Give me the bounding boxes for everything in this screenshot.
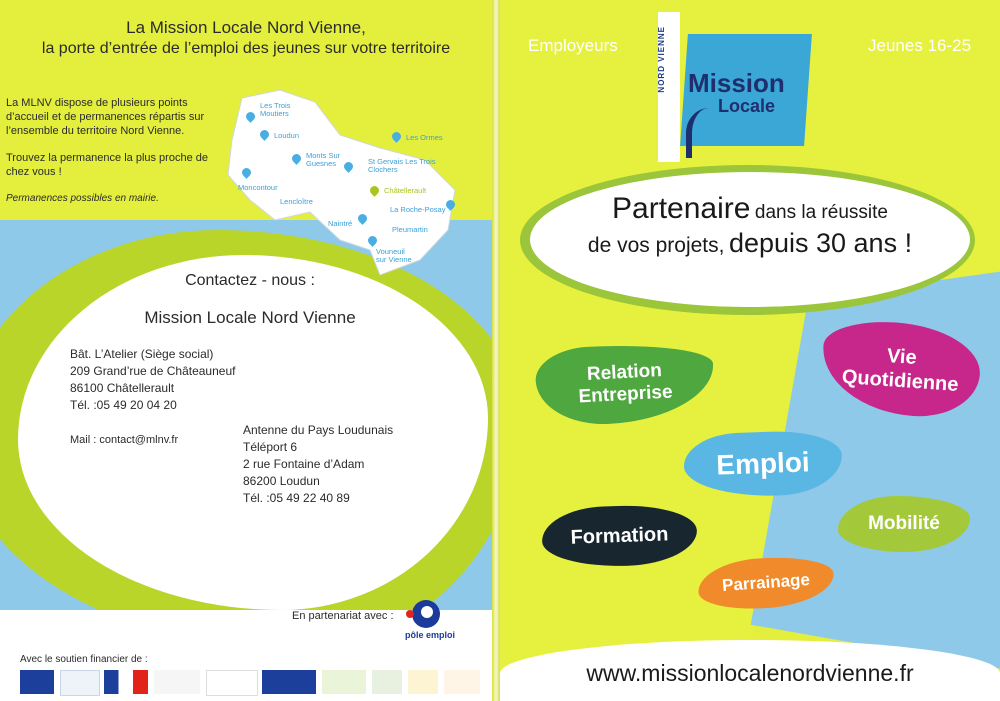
pays-chatelleraudais-logo	[206, 670, 258, 696]
slogan-30-ans: depuis 30 ans !	[728, 228, 913, 258]
antenne-phone[interactable]: Tél. :05 49 22 40 89	[243, 491, 350, 505]
pole-emploi-dot-icon	[406, 610, 414, 618]
val-gartempe-logo	[322, 670, 366, 694]
intro-note: Permanences possibles en mairie.	[6, 193, 159, 204]
hq-line: 86100 Châtellerault	[70, 381, 175, 395]
bubble-emploi: Emploi	[683, 429, 843, 498]
slogan-line1	[540, 192, 960, 226]
left-panel	[0, 0, 492, 701]
logo-locale: Locale	[718, 96, 776, 116]
contact-organization: Mission Locale Nord Vienne	[144, 308, 356, 327]
antenne-line: Antenne du Pays Loudunais	[243, 423, 394, 437]
slogan-line2	[540, 228, 960, 259]
support-logos	[20, 670, 480, 696]
left-title-line2: la porte d’entrée de l’emploi des jeunes sur votre territoire	[41, 40, 451, 57]
conseil-general-vienne-logo	[262, 670, 316, 694]
tab-employeurs: Employeurs	[528, 36, 618, 55]
slogan-reussite: dans la réussite	[754, 202, 888, 223]
bubble-mobilite: Mobilité	[838, 496, 970, 552]
pole-emploi-logo	[400, 600, 460, 644]
pole-emploi-label: pôle emploi	[404, 630, 455, 640]
antenne-line: Téléport 6	[243, 440, 298, 454]
hq-phone[interactable]: Tél. :05 49 20 04 20	[70, 398, 177, 412]
intro-paragraph-1: La MLNV dispose de plusieurs points d’accueil et de permanences répartis sur l’ensemble du territoire Nord Vienne.	[6, 97, 205, 137]
right-panel	[500, 0, 1000, 701]
bubble-vie-line2: Quotidienne	[841, 365, 960, 397]
antenne-address	[243, 422, 393, 507]
headquarters-address	[70, 346, 235, 414]
slogan-partenaire: Partenaire	[612, 192, 751, 225]
region-poitou-charentes-logo	[154, 670, 200, 694]
intro-text	[6, 96, 216, 219]
mission-locale-logo	[650, 8, 810, 168]
territory-outline	[220, 80, 480, 280]
contact-email[interactable]: Mail : contact@mlnv.fr	[70, 434, 179, 446]
antenne-line: 86200 Loudun	[243, 474, 320, 488]
logo-vertical-text: NORD VIENNE	[657, 26, 666, 93]
republique-francaise-logo	[104, 670, 148, 694]
slogan-projets: de vos projets,	[587, 234, 725, 257]
contact-heading: Contactez - nous :	[185, 272, 315, 289]
pays-logo	[372, 670, 402, 694]
left-title-line1: La Mission Locale Nord Vienne,	[126, 18, 366, 37]
bubble-formation: Formation	[541, 503, 698, 568]
bubble-relation-line2: Entreprise	[578, 381, 674, 408]
page-fold	[492, 0, 500, 701]
europe-engage-logo	[60, 670, 100, 696]
intro-paragraph-2: Trouvez la permanence la plus proche de chez vous !	[6, 152, 208, 178]
bubble-vie-line1: Vie	[886, 345, 918, 370]
partner-label: En partenariat avec :	[292, 610, 394, 622]
bubble-relation-line1: Relation	[586, 360, 663, 385]
logo-swoosh-icon	[686, 108, 732, 158]
antenne-line: 2 rue Fontaine d’Adam	[243, 457, 365, 471]
bubble-parrainage: Parrainage	[696, 553, 835, 612]
territory-map: Les Trois Moutiers Loudun Monts Sur Guesnes Moncontour St Gervais Les Trois Clochers Les Ormes Châtellerault Lencloître Naintré La Roche-Posay Pleumartin Vouneuil sur Vienne	[220, 80, 480, 280]
europe-flag-logo	[20, 670, 54, 694]
logo-mission: Mission	[688, 68, 785, 98]
vals-logo	[408, 670, 438, 694]
lencloitrais-logo	[444, 670, 480, 694]
pole-emploi-circle-icon	[412, 600, 440, 628]
website-url[interactable]: www.missionlocalenordvienne.fr	[586, 660, 914, 686]
tab-jeunes: Jeunes 16-25	[868, 36, 972, 55]
hq-line: 209 Grand’rue de Châteauneuf	[70, 364, 236, 378]
hq-line: Bât. L’Atelier (Siège social)	[70, 347, 214, 361]
support-label: Avec le soutien financier de :	[20, 654, 148, 665]
